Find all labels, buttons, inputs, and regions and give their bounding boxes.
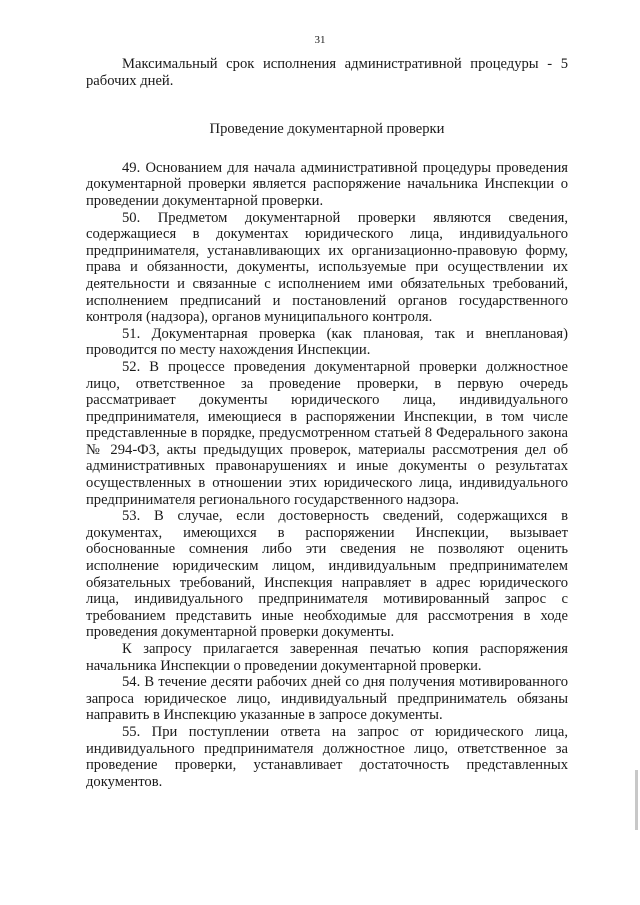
paragraph-51: 51. Документарная проверка (как плановая, так и внеплановая) проводится по месту нахождения Инспекции. [86,325,568,359]
paragraph-50: 50. Предметом документарной проверки являются сведения, содержащиеся в документах юридического лица, индивидуального предпринимателя, устанавливающих их организационно-правовую форму, права и обязанности, документы, используемые при осуществлении их деятельности и связанные с исполнением ими обязательных требований, исполнением предписаний и постановлений органов государственного контроля (надзора), органов муниципального контроля. [86,209,568,326]
paragraph-55: 55. При поступлении ответа на запрос от юридического лица, индивидуального предпринимателя должностное лицо, ответственное за проведение проверки, устанавливает достаточность представленных документов. [86,723,568,790]
page-number: 31 [314,34,326,46]
scan-edge-mark [635,770,638,830]
section-title: Проведение документарной проверки [209,121,445,138]
paragraph-request-attachment: К запросу прилагается заверенная печатью копия распоряжения начальника Инспекции о проведении документарной проверки. [86,641,568,674]
paragraph-49: 49. Основанием для начала административной процедуры проведения документарной проверки является распоряжение начальника Инспекции о проведении документарной проверки. [86,159,568,209]
paragraph-deadline: Максимальный срок исполнения административной процедуры - 5 рабочих дней. [86,56,568,89]
paragraph-52: 52. В процессе проведения документарной проверки должностное лицо, ответственное за проведение проверки, в первую очередь рассматривает документы юридического лица, индивидуального предпринимателя, имеющиеся в распоряжении Инспекции, в том числе представленные в порядке, предусмотренном статьей 8 Федерального закона № 294-ФЗ, акты предыдущих проверок, материалы рассмотрения дел об административных правонарушениях и иные документы о результатах осуществленных в отношении этих юридического лица, индивидуального предпринимателя регионального государственного надзора. [86,358,568,508]
paragraph-54: 54. В течение десяти рабочих дней со дня получения мотивированного запроса юридическое лицо, индивидуальный предприниматель обязаны направить в Инспекцию указанные в запросе документы. [86,674,568,724]
paragraph-53: 53. В случае, если достоверность сведений, содержащихся в документах, имеющихся в распоряжении Инспекции, вызывает обоснованные сомнения либо эти сведения не позволяют оценить исполнение юридическим лицом, индивидуальным предпринимателем обязательных требований, Инспекция направляет в адрес юридического лица, индивидуального предпринимателя мотивированный запрос с требованием представить иные необходимые для рассмотрения в ходе проведения документарной проверки документы. [86,508,568,641]
page-content [86,56,568,790]
